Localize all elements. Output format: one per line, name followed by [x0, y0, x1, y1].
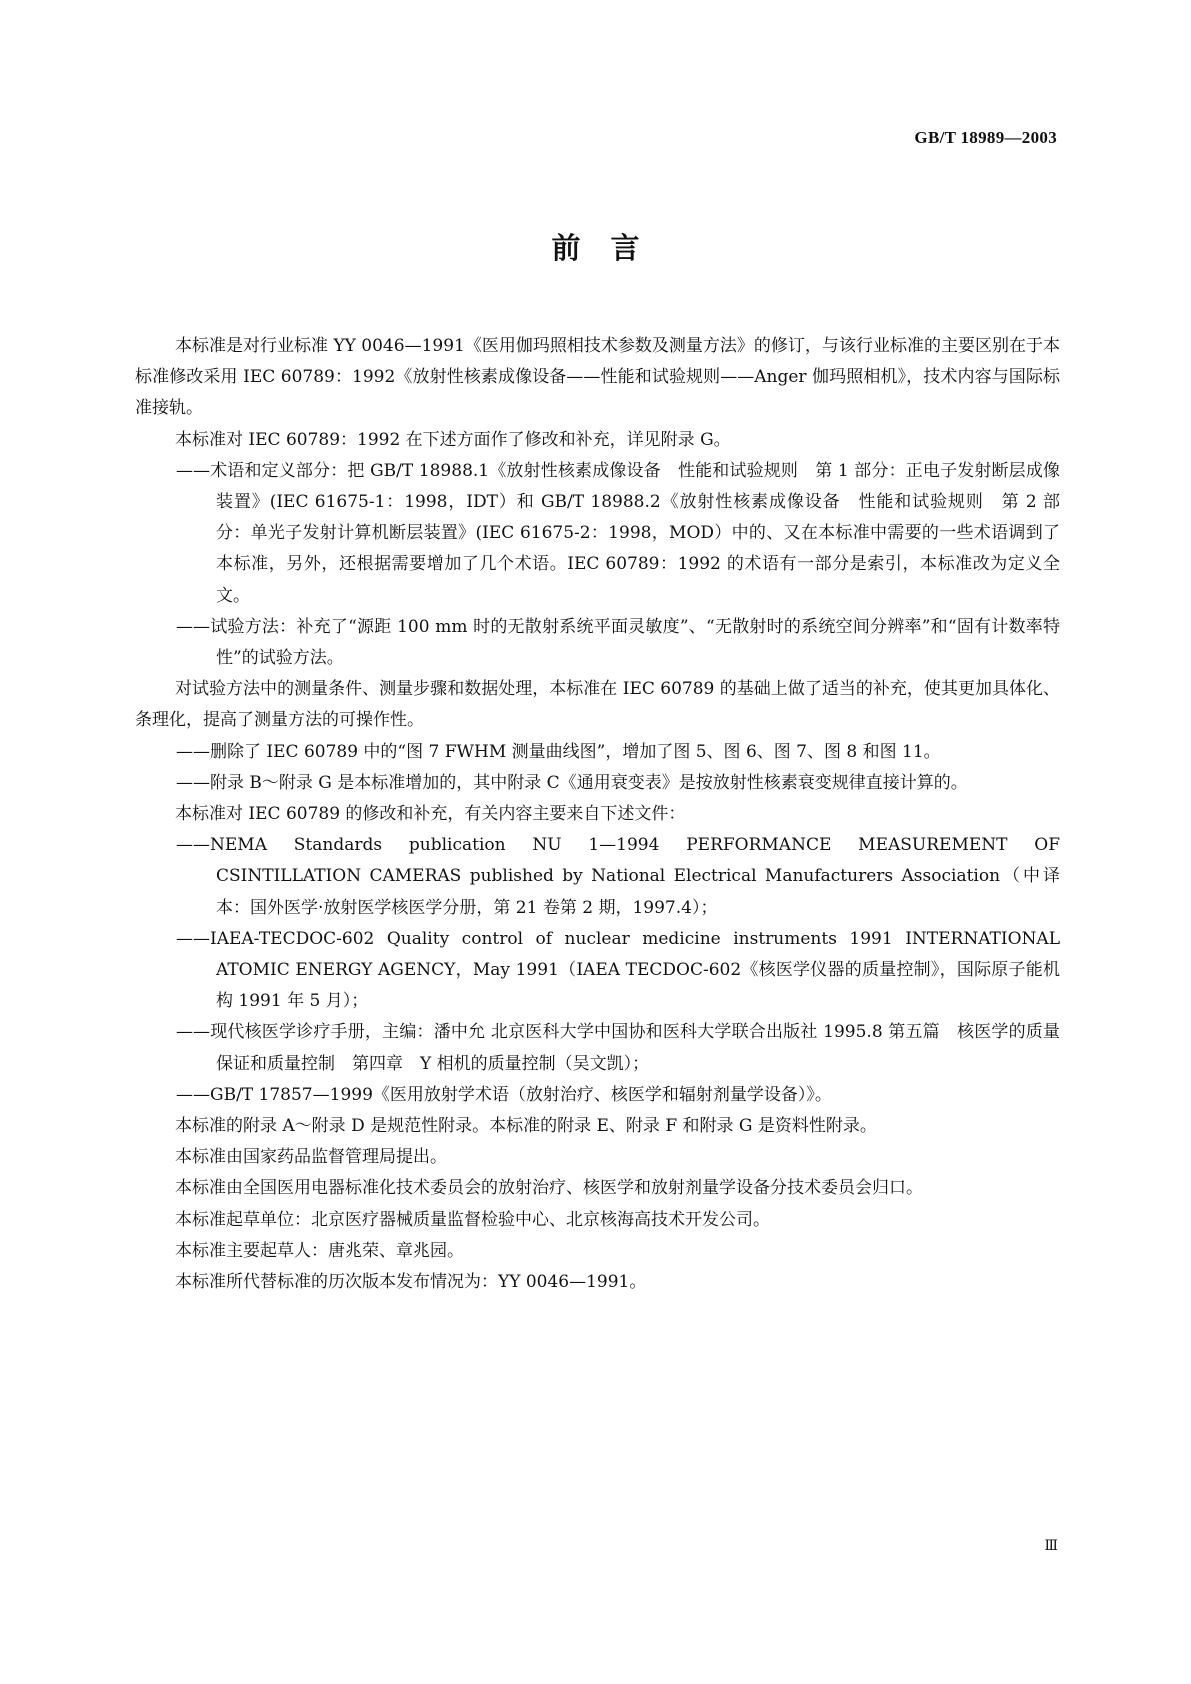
dash-list-item: ——附录 B～附录 G 是本标准增加的，其中附录 C《通用衰变表》是按放射性核素衰变规律直接计算的。 — [176, 772, 968, 793]
paragraph: 对试验方法中的测量条件、测量步骤和数据处理，本标准在 IEC 60789 的基础上做了适当的补充，使其更加具体化、条理化，提高了测量方法的可操作性。 — [135, 679, 1060, 731]
preface-body — [135, 331, 1060, 1298]
dash-list-item: ——术语和定义部分：把 GB/T 18988.1《放射性核素成像设备 性能和试验规则 第 1 部分：正电子发射断层成像装置》(IEC 61675-1：1998，IDT）和 GB/T 18988.2《放射性核素成像设备 性能和试验规则 第 2 部分：单光子发射计算机断层装置》(IEC 61675-2：1998，MOD）中的、又在本标准中需要的一些术语调到了本标准，另外，还根据需要增加了几个术语。IEC 60789：1992 的术语有一部分是索引，本标准改为定义全文。 — [176, 460, 1060, 606]
paragraph: 本标准所代替标准的历次版本发布情况为：YY 0046—1991。 — [175, 1272, 647, 1293]
paragraph: 本标准是对行业标准 YY 0046—1991《医用伽玛照相技术参数及测量方法》的修订，与该行业标准的主要区别在于本标准修改采用 IEC 60789：1992《放射性核素成像设备——性能和试验规则——Anger 伽玛照相机》，技术内容与国际标准接轨。 — [135, 336, 1060, 419]
paragraph: 本标准由国家药品监督管理局提出。 — [175, 1147, 447, 1168]
dash-list-item: ——删除了 IEC 60789 中的“图 7 FWHM 测量曲线图”，增加了图 5、图 6、图 7、图 8 和图 11。 — [176, 741, 941, 762]
paragraph: 本标准对 IEC 60789 的修改和补充，有关内容主要来自下述文件： — [175, 804, 686, 825]
page-title: 前言 — [551, 231, 670, 265]
paragraph: 本标准对 IEC 60789：1992 在下述方面作了修改和补充，详见附录 G。 — [175, 429, 731, 450]
paragraph: 本标准由全国医用电器标准化技术委员会的放射治疗、核医学和放射剂量学设备分技术委员会归口。 — [175, 1178, 923, 1199]
standard-number: GB/T 18989—2003 — [914, 128, 1057, 147]
dash-list-item: ——IAEA-TECDOC-602 Quality control of nuclear medicine instruments 1991 INTERNATIONAL ATOMIC ENERGY AGENCY，May 1991（IAEA TECDOC-602《核医学仪器的质量控制》，国际原子能机构 1991 年 5 月）； — [176, 928, 1060, 1012]
dash-list-item: ——试验方法：补充了“源距 100 mm 时的无散射系统平面灵敏度”、“无散射时的系统空间分辨率”和“固有计数率特性”的试验方法。 — [176, 616, 1060, 669]
paragraph: 本标准的附录 A～附录 D 是规范性附录。本标准的附录 E、附录 F 和附录 G 是资料性附录。 — [175, 1116, 877, 1137]
dash-list-item: ——现代核医学诊疗手册，主编：潘中允 北京医科大学中国协和医科大学联合出版社 1995.8 第五篇 核医学的质量保证和质量控制 第四章 Y 相机的质量控制（吴文凯）； — [176, 1022, 1060, 1074]
dash-list-item: ——GB/T 17857—1999《医用放射学术语（放射治疗、核医学和辐射剂量学设备）》。 — [176, 1084, 832, 1105]
dash-list-item: ——NEMA Standards publication NU 1—1994 PERFORMANCE MEASUREMENT OF CSINTILLATION CAMERAS published by National Electrical Manufacturers Association（中译本：国外医学·放射医学核医学分册，第 21 卷第 2 期，1997.4）； — [176, 835, 1060, 918]
page-number: Ⅲ — [1044, 1539, 1058, 1554]
paragraph: 本标准主要起草人：唐兆荣、章兆园。 — [175, 1240, 464, 1261]
paragraph: 本标准起草单位：北京医疗器械质量监督检验中心、北京核海高技术开发公司。 — [175, 1209, 770, 1230]
